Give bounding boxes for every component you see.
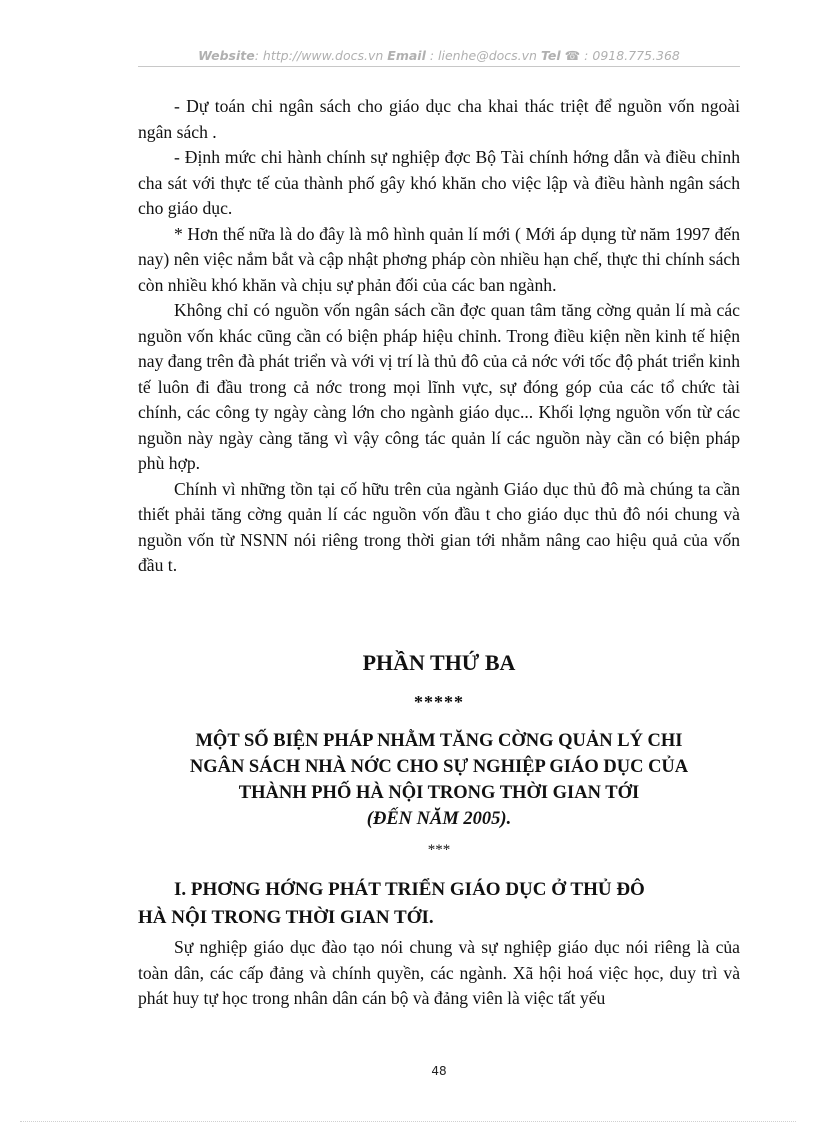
body-text: [138, 94, 740, 579]
email-value: : lienhe@docs.vn: [429, 48, 537, 63]
header-divider: [138, 66, 740, 67]
stars-separator-small: ***: [427, 842, 451, 858]
paragraph: Không chỉ có nguồn vốn ngân sách cần đợc quan tâm tăng cờng quản lí mà các nguồn vốn khác cũng cần có biện pháp hiệu chỉnh. Trong điều kiện nền kinh tế hiện nay đang trên đà phát triển và với vị trí là thủ đô của cả nớc với tốc độ phát triển kinh tế luôn đi đầu trong cả nớc trong mọi lĩnh vực, sự đóng góp của các tổ chức tài chính, các công ty ngày càng lớn cho ngành giáo dục... Khối lợng nguồn vốn từ các nguồn này ngày càng tăng vì vậy công tác quản lí các nguồn này cần có biện pháp phù hợp.: [138, 300, 740, 473]
page-number: 48: [431, 1064, 447, 1078]
page-header: [138, 48, 740, 63]
section-heading-line: I. PHƠNG HỚNG PHÁT TRIỂN GIÁO DỤC Ở THỦ ĐÔ: [174, 879, 645, 900]
part-title: PHẦN THỨ BA: [362, 650, 516, 675]
paragraph: - Định mức chi hành chính sự nghiệp đợc Bộ Tài chính hớng dẫn và điều chỉnh cha sát với thực tế của thành phố gây khó khăn cho việc lập và điều hành ngân sách cho giáo dục.: [138, 147, 740, 218]
section-heading-line: HÀ NỘI TRONG THỜI GIAN TỚI.: [138, 907, 434, 928]
main-title: [138, 728, 740, 832]
section-body: [138, 935, 740, 1012]
website-label: Website: [198, 48, 255, 63]
paragraph: - Dự toán chi ngân sách cho giáo dục cha khai thác triệt để nguồn vốn ngoài ngân sách .: [138, 96, 740, 142]
stars-separator: *****: [414, 692, 464, 712]
section-heading: [138, 876, 740, 932]
main-title-subtitle: (ĐẾN NĂM 2005).: [366, 809, 512, 829]
main-title-line: NGÂN SÁCH NHÀ NỚC CHO SỰ NGHIỆP GIÁO DỤC CỦA: [189, 757, 689, 777]
paragraph: Chính vì những tồn tại cố hữu trên của ngành Giáo dục thủ đô mà chúng ta cần thiết phải tăng cờng quản lí các nguồn vốn đầu t cho giáo dục thủ đô nói chung và nguồn vốn từ NSNN nói riêng trong thời gian tới nhằm nâng cao hiệu quả của vốn đầu t.: [138, 478, 740, 575]
main-title-line: THÀNH PHỐ HÀ NỘI TRONG THỜI GIAN TỚI: [238, 783, 640, 803]
paragraph: * Hơn thế nữa là do đây là mô hình quản lí mới ( Mới áp dụng từ năm 1997 đến nay) nên việc nắm bắt và cập nhật phơng pháp còn nhiều hạn chế, thực thi chính sách còn nhiều khó khăn và chịu sự phản đối của các ban ngành.: [138, 223, 740, 295]
paragraph: Sự nghiệp giáo dục đào tạo nói chung và sự nghiệp giáo dục nói riêng là của toàn dân, các cấp đảng và chính quyền, các ngành. Xã hội hoá việc học, duy trì và phát huy tự học trong nhân dân cán bộ và đảng viên là việc tất yếu: [138, 937, 740, 1008]
main-title-line: MỘT SỐ BIỆN PHÁP NHẰM TĂNG CỜNG QUẢN LÝ CHI: [195, 731, 683, 751]
tel-label: Tel: [540, 48, 561, 63]
email-label: Email: [387, 48, 426, 63]
tel-value: ☎ : 0918.775.368: [564, 48, 680, 63]
website-value: : http://www.docs.vn: [254, 48, 384, 63]
footer-divider: [20, 1121, 796, 1122]
